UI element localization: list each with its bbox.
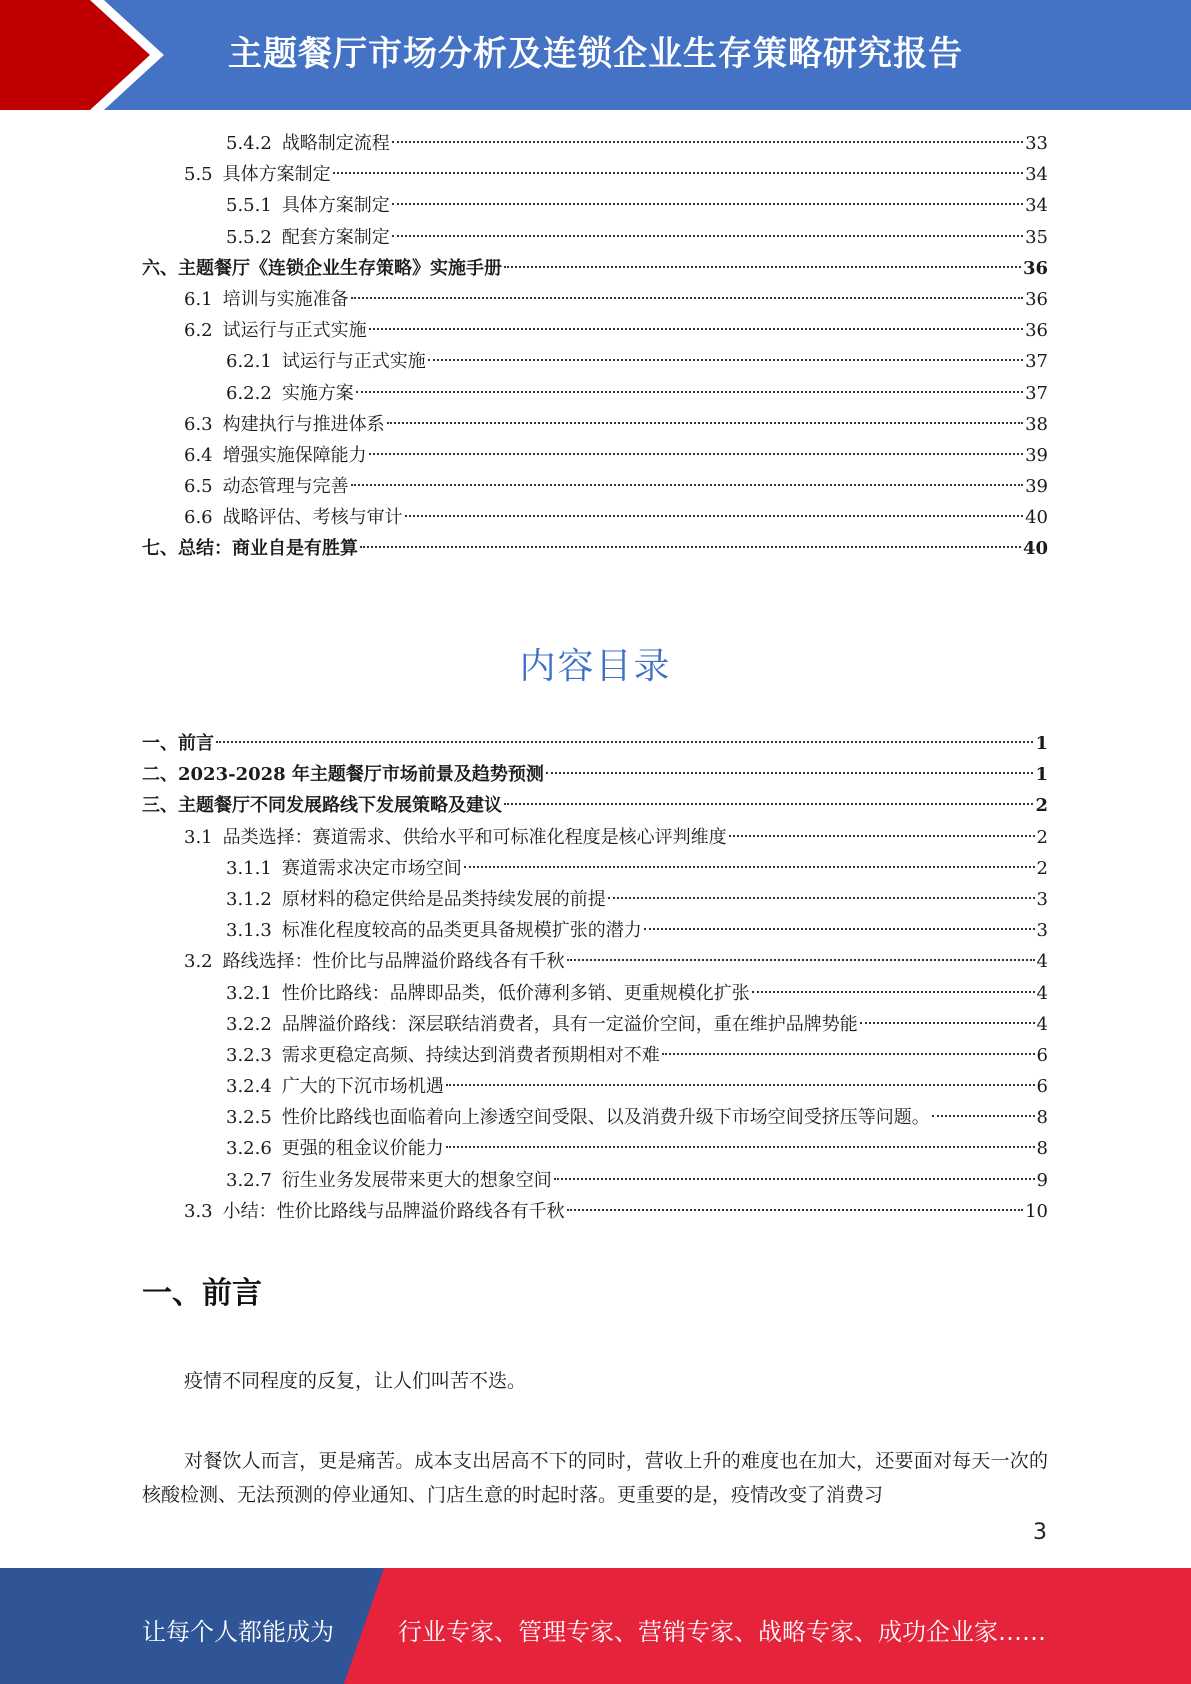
toc-entry-title: 标准化程度较高的品类更具备规模扩张的潜力 — [281, 920, 642, 942]
toc-entry-title: 需求更稳定高频、持续达到消费者预期相对不难 — [281, 1044, 660, 1066]
toc-entry-title: 总结：商业自是有胜算 — [178, 538, 358, 560]
toc-entry-page: 9 — [1036, 1169, 1048, 1191]
toc-entry-number: 3.1 — [184, 826, 213, 848]
toc-entry-title: 战略评估、考核与审计 — [222, 507, 403, 529]
toc-entry[interactable] — [142, 728, 1048, 759]
toc-entry-number: 3.2.3 — [226, 1044, 272, 1066]
toc-dot-leader — [546, 772, 1034, 774]
toc-entry[interactable] — [142, 159, 1048, 190]
toc-entry[interactable] — [142, 853, 1048, 884]
toc-dot-leader — [662, 1053, 1035, 1055]
toc-entry[interactable] — [142, 790, 1048, 821]
toc-entry-title: 广大的下沉市场机遇 — [281, 1076, 444, 1098]
toc-entry-page: 4 — [1036, 1013, 1048, 1035]
toc-entry[interactable] — [142, 1196, 1048, 1227]
toc-entry-number: 一、 — [142, 733, 178, 754]
toc-entry-page: 4 — [1036, 951, 1048, 973]
toc-entry-page: 36 — [1022, 257, 1048, 279]
toc-dot-leader — [405, 515, 1023, 517]
toc-entry[interactable] — [142, 253, 1048, 284]
toc-dot-leader — [351, 297, 1023, 299]
footer-slogan-right: 行业专家、管理专家、营销专家、战略专家、成功企业家…… — [398, 1618, 1046, 1646]
toc-entry-number: 5.5.2 — [226, 226, 272, 248]
toc-entry-number: 二、 — [142, 764, 178, 786]
toc-entry-title: 具体方案制定 — [281, 195, 390, 217]
toc-entry-page: 6 — [1036, 1076, 1048, 1098]
toc-entry-title: 试运行与正式实施 — [281, 351, 426, 373]
toc-entry-title: 更强的租金议价能力 — [281, 1138, 444, 1160]
toc-entry[interactable] — [142, 1165, 1048, 1196]
toc-dot-leader — [392, 235, 1023, 237]
toc-entry-title: 性价比路线：品牌即品类，低价薄利多销、更重规模化扩张 — [281, 982, 750, 1004]
toc-entry-page: 2 — [1036, 857, 1048, 879]
toc-dot-leader — [567, 1209, 1023, 1211]
toc-entry-page: 10 — [1025, 1200, 1048, 1222]
paragraph: 疫情不同程度的反复，让人们叫苦不迭。 — [184, 1370, 527, 1392]
toc-entry-title: 战略制定流程 — [281, 133, 390, 154]
toc-dot-leader — [504, 803, 1033, 805]
toc-entry-page: 35 — [1025, 226, 1048, 248]
toc-entry-number: 3.1.3 — [226, 920, 272, 942]
toc-entry-title: 构建执行与推进体系 — [222, 413, 385, 435]
toc-entry[interactable] — [142, 946, 1048, 977]
toc-dot-leader — [567, 959, 1035, 961]
toc-dot-leader — [369, 328, 1023, 330]
toc-entry-number: 6.2.1 — [226, 351, 272, 373]
toc-entry[interactable] — [142, 759, 1048, 790]
toc-entry-number: 6.2 — [184, 320, 213, 342]
toc-entry[interactable] — [142, 471, 1048, 502]
toc-entry[interactable] — [142, 884, 1048, 915]
toc-entry[interactable] — [142, 978, 1048, 1009]
toc-entry-title: 品牌溢价路线：深层联结消费者，具有一定溢价空间，重在维护品牌势能 — [281, 1013, 858, 1035]
toc-entry-number: 七、 — [142, 538, 178, 560]
toc-entry-number: 3.2 — [184, 951, 213, 973]
toc-dot-leader — [729, 835, 1035, 837]
toc-entry[interactable] — [142, 346, 1048, 377]
toc-entry-number: 5.5 — [184, 164, 213, 186]
toc-entry-page: 6 — [1036, 1044, 1048, 1066]
toc-entry-title: 性价比路线也面临着向上渗透空间受限、以及消费升级下市场空间受挤压等问题。 — [281, 1107, 930, 1129]
toc-entry-number: 6.4 — [184, 444, 213, 466]
toc-entry-title: 2023-2028 年主题餐厅市场前景及趋势预测 — [178, 764, 544, 786]
toc-dot-leader — [504, 266, 1021, 268]
content-toc — [142, 728, 1048, 1227]
toc-entry[interactable] — [142, 1102, 1048, 1133]
toc-entry-title: 实施方案 — [281, 382, 354, 404]
toc-dot-leader — [932, 1115, 1035, 1117]
toc-dot-leader — [387, 422, 1023, 424]
toc-dot-leader — [608, 897, 1035, 899]
toc-continuation — [142, 128, 1048, 565]
toc-entry-page: 37 — [1025, 382, 1048, 404]
toc-entry-number: 5.5.1 — [226, 195, 272, 217]
toc-dot-leader — [351, 484, 1023, 486]
toc-dot-leader — [392, 141, 1023, 143]
toc-entry-page: 40 — [1022, 538, 1048, 560]
toc-entry-title: 路线选择：性价比与品牌溢价路线各有千秋 — [222, 951, 565, 973]
toc-entry-number: 3.3 — [184, 1200, 213, 1222]
toc-entry-number: 3.2.1 — [226, 982, 272, 1004]
toc-entry-number: 6.2.2 — [226, 382, 272, 404]
toc-entry[interactable] — [142, 128, 1048, 159]
toc-entry-number: 3.2.4 — [226, 1076, 272, 1098]
toc-dot-leader — [446, 1084, 1035, 1086]
toc-entry-number: 5.4.2 — [226, 133, 272, 154]
toc-dot-leader — [392, 203, 1023, 205]
toc-entry-number: 6.3 — [184, 413, 213, 435]
toc-dot-leader — [860, 1022, 1035, 1024]
toc-entry-title: 增强实施保障能力 — [222, 444, 367, 466]
toc-entry-page: 37 — [1025, 351, 1048, 373]
toc-entry-title: 原材料的稳定供给是品类持续发展的前提 — [281, 888, 606, 910]
toc-dot-leader — [644, 928, 1035, 930]
toc-entry-page: 2 — [1035, 795, 1048, 817]
toc-dot-leader — [360, 546, 1021, 548]
toc-entry[interactable] — [142, 1040, 1048, 1071]
footer-slogan-left: 让每个人都能成为 — [142, 1618, 334, 1646]
toc-entry-title: 小结：性价比路线与品牌溢价路线各有千秋 — [222, 1200, 565, 1222]
toc-entry-page: 36 — [1025, 320, 1048, 342]
toc-entry[interactable] — [142, 440, 1048, 471]
toc-entry-title: 配套方案制定 — [281, 226, 390, 248]
toc-entry-page: 1 — [1035, 733, 1048, 754]
toc-entry-number: 3.1.1 — [226, 857, 272, 879]
toc-dot-leader — [446, 1146, 1035, 1148]
toc-entry[interactable] — [142, 190, 1048, 221]
toc-entry-page: 34 — [1025, 164, 1048, 186]
toc-entry-page: 3 — [1036, 888, 1048, 910]
toc-entry[interactable] — [142, 222, 1048, 253]
toc-entry-title: 主题餐厅不同发展路线下发展策略及建议 — [178, 795, 502, 817]
toc-entry-page: 2 — [1036, 826, 1048, 848]
toc-dot-leader — [752, 991, 1035, 993]
toc-dot-leader — [464, 866, 1035, 868]
toc-entry-title: 培训与实施准备 — [222, 288, 349, 310]
footer-banner — [0, 1568, 1191, 1684]
toc-entry-number: 6.5 — [184, 476, 213, 498]
section-heading: 一、前言 — [142, 1276, 262, 1311]
toc-entry-page: 38 — [1025, 413, 1048, 435]
toc-entry[interactable] — [142, 284, 1048, 315]
toc-entry[interactable] — [142, 315, 1048, 346]
toc-entry[interactable] — [142, 915, 1048, 946]
toc-entry-title: 衍生业务发展带来更大的想象空间 — [281, 1169, 552, 1191]
toc-entry-title: 赛道需求决定市场空间 — [281, 857, 462, 879]
toc-entry-number: 3.1.2 — [226, 888, 272, 910]
toc-entry-number: 6.6 — [184, 507, 213, 529]
report-title: 主题餐厅市场分析及连锁企业生存策略研究报告 — [228, 34, 963, 74]
toc-entry-number: 3.2.6 — [226, 1138, 272, 1160]
toc-dot-leader — [428, 359, 1023, 361]
toc-entry-page: 1 — [1035, 764, 1048, 786]
toc-entry[interactable] — [142, 502, 1048, 533]
toc-entry-number: 六、 — [142, 257, 178, 279]
toc-entry[interactable] — [142, 1009, 1048, 1040]
toc-entry-title: 前言 — [178, 733, 214, 754]
toc-entry[interactable] — [142, 822, 1048, 853]
paragraph: 对餐饮人而言，更是痛苦。成本支出居高不下的同时，营收上升的难度也在加大，还要面对每天一次的核酸检测、无法预测的停业通知、门店生意的时起时落。更重要的是，疫情改变了消费习 — [142, 1450, 1048, 1506]
toc-entry-number: 3.2.2 — [226, 1013, 272, 1035]
page-number: 3 — [1033, 1520, 1047, 1545]
toc-entry-page: 39 — [1025, 476, 1048, 498]
toc-entry-page: 8 — [1036, 1138, 1048, 1160]
content-toc-heading: 内容目录 — [519, 646, 672, 687]
toc-dot-leader — [216, 741, 1033, 743]
toc-entry-title: 具体方案制定 — [222, 164, 331, 186]
toc-entry-title: 试运行与正式实施 — [222, 320, 367, 342]
toc-entry-number: 3.2.5 — [226, 1107, 272, 1129]
toc-entry[interactable] — [142, 1071, 1048, 1102]
toc-entry-title: 动态管理与完善 — [222, 476, 349, 498]
toc-entry-page: 4 — [1036, 982, 1048, 1004]
toc-entry-title: 主题餐厅《连锁企业生存策略》实施手册 — [178, 257, 502, 279]
toc-entry-page: 34 — [1025, 195, 1048, 217]
toc-entry-number: 三、 — [142, 795, 178, 817]
toc-entry-page: 40 — [1025, 507, 1048, 529]
header-banner — [0, 0, 1191, 110]
toc-entry-page: 33 — [1025, 133, 1048, 154]
toc-dot-leader — [356, 391, 1023, 393]
toc-entry-title: 品类选择：赛道需求、供给水平和可标准化程度是核心评判维度 — [222, 826, 727, 848]
toc-entry[interactable] — [142, 409, 1048, 440]
toc-entry-page: 8 — [1036, 1107, 1048, 1129]
toc-entry[interactable] — [142, 533, 1048, 564]
toc-entry[interactable] — [142, 1133, 1048, 1164]
toc-entry-page: 39 — [1025, 444, 1048, 466]
toc-dot-leader — [554, 1178, 1035, 1180]
toc-entry[interactable] — [142, 378, 1048, 409]
toc-dot-leader — [369, 453, 1023, 455]
toc-entry-number: 3.2.7 — [226, 1169, 272, 1191]
toc-entry-page: 36 — [1025, 288, 1048, 310]
toc-dot-leader — [333, 172, 1023, 174]
toc-entry-page: 3 — [1036, 920, 1048, 942]
toc-entry-number: 6.1 — [184, 288, 213, 310]
